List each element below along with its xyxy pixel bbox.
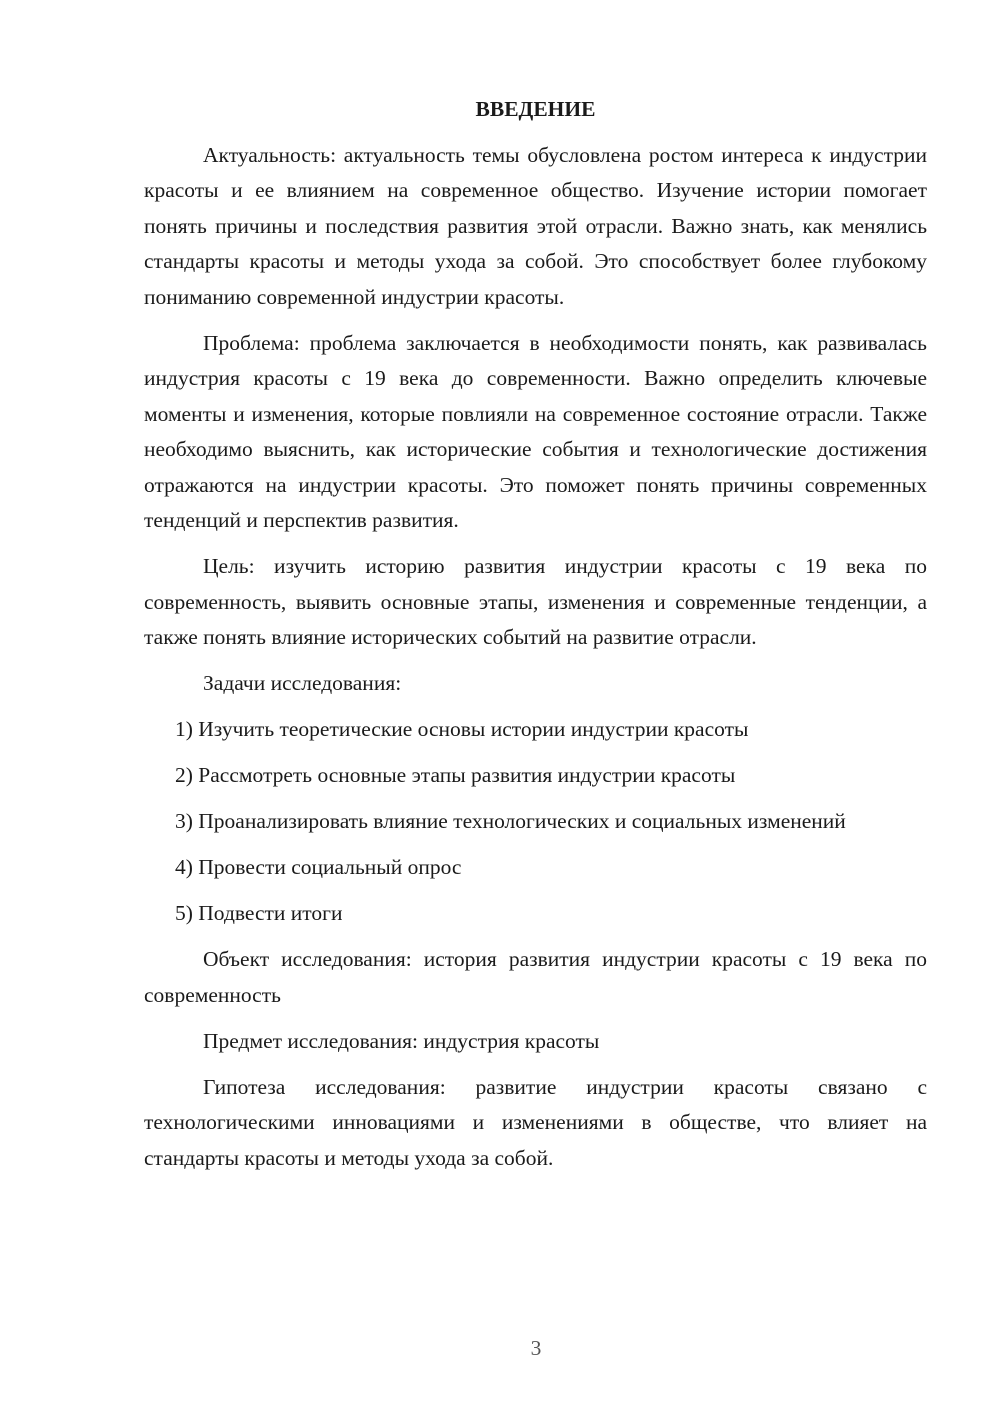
page-number: 3 [530, 1336, 542, 1360]
object-paragraph: Объект исследования: история развития индустрии красоты с 19 века по современность [144, 947, 927, 1007]
subject-paragraph: Предмет исследования: индустрия красоты [203, 1028, 600, 1053]
document-body [144, 92, 927, 1187]
task-item: 4) Провести социальный опрос [175, 855, 462, 879]
tasks-title: Задачи исследования: [203, 671, 402, 695]
relevance-paragraph: Актуальность: актуальность темы обусловлена ростом интереса к индустрии красоты и ее влиянием на современное общество. Изучение истории помогает понять причины и последствия развития этой отрасли. Важно знать, как менялись стандарты красоты и методы ухода за собой. Это способствует более глубокому пониманию современной индустрии красоты. [144, 142, 927, 309]
page-title: ВВЕДЕНИЕ [475, 97, 596, 121]
tasks-list [144, 712, 927, 932]
task-item: 2) Рассмотреть основные этапы развития индустрии красоты [175, 763, 736, 787]
hypothesis-paragraph: Гипотеза исследования: развитие индустрии красоты связано с технологическими инновациями и изменениями в обществе, что влияет на стандарты красоты и методы ухода за собой. [144, 1074, 927, 1170]
task-item: 5) Подвести итоги [175, 901, 343, 925]
goal-paragraph: Цель: изучить историю развития индустрии красоты с 19 века по современность, выявить основные этапы, изменения и современные тенденции, а также понять влияние исторических событий на развитие отрасли. [144, 554, 927, 649]
task-item: 3) Проанализировать влияние технологических и социальных изменений [175, 809, 846, 833]
task-item: 1) Изучить теоретические основы истории индустрии красоты [175, 717, 749, 741]
problem-paragraph: Проблема: проблема заключается в необходимости понять, как развивалась индустрия красоты с 19 века до современности. Важно определить ключевые моменты и изменения, которые повлияли на современное состояние отрасли. Также необходимо выяснить, как исторические события и технологические достижения отражаются на индустрии красоты. Это поможет понять причины современных тенденций и перспектив развития. [144, 330, 927, 532]
